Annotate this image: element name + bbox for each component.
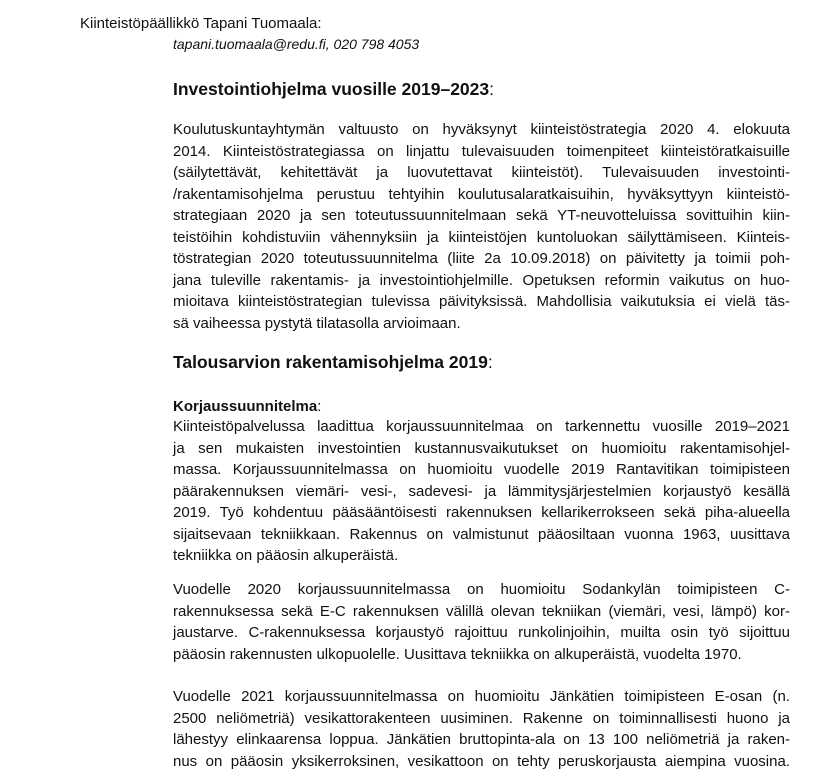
text-line: sä vaiheessa pystytä tilatasolla arvioimaan. — [173, 314, 461, 332]
contact-name-line: Kiinteistöpäällikkö Tapani Tuomaala: — [80, 15, 322, 32]
subheading-repair-plan — [173, 396, 321, 418]
paragraph-repair-2021 — [173, 686, 790, 772]
text-line: sijaitsevaan tekniikkaan. Rakennus on valmistunut pääosiltaan vuonna 1963, uusittava — [173, 525, 790, 543]
text-line: 2500 neliömetriä) vesikattorakenteen uusiminen. Rakenne on toiminnallisesti huono ja — [173, 709, 790, 727]
section-heading-colon: : — [487, 352, 493, 372]
text-line: Vuodelle 2021 korjaussuunnitelmassa on huomioitu Jänkätien toimipisteen E-osan (n. — [173, 688, 790, 705]
text-line: Kiinteistöpalvelussa laadittua korjaussuunnitelmaa on tarkennettu vuosille 2019–2021 — [173, 418, 790, 435]
text-line: 2014. Kiinteistöstrategiassa on linjattu tulevaisuuden toimenpiteet kiinteistöratkaisuille — [173, 142, 790, 160]
text-line: mioitava kiinteistöstrategian tulevissa päivityksissä. Mahdollisia vaikutuksia ei vielä täs- — [173, 293, 790, 310]
section-heading-text: Investointiohjelma vuosille 2019–2023 — [173, 79, 490, 99]
paragraph-strategy — [173, 119, 790, 334]
text-line: massa. Korjaussuunnitelmassa on huomioitu vuodelle 2019 Rantavitikan toimipisteen — [173, 461, 790, 478]
text-line: töstrategian 2020 toteutussuunnitelma (liite 2a 10.09.2018) on päivitetty ja toimii poh- — [173, 250, 790, 267]
text-line: lähestyy elinkaarensa loppua. Jänkätien bruttopinta-ala on 13 100 neliömetriä ja raken- — [173, 731, 790, 748]
section-heading-budget-program — [173, 350, 493, 374]
text-line: ja sen mukaisten investointien kustannusvaikutukset on huomioitu rakentamisohjel- — [173, 439, 790, 457]
paragraph-repair-2019 — [173, 416, 790, 567]
text-line: pääosin rakennusten ulkopuolelle. Uusittava tekniikka on alkuperäistä, vuodelta 1970. — [173, 645, 742, 663]
text-line: Vuodelle 2020 korjaussuunnitelmassa on huomioitu Sodankylän toimipisteen C- — [173, 581, 790, 598]
contact-details-line: tapani.tuomaala@redu.fi, 020 798 4053 — [173, 36, 420, 52]
text-line: jaustarve. C-rakennuksessa korjaustyö rajoittuu runkolinjoihin, muilta osin työ sijoittuu — [173, 624, 790, 641]
text-line: jana tuleville rakentamis- ja investointiohjelmille. Opetuksen reformin vaikutus on huo- — [173, 271, 790, 289]
text-line: tekniikka on pääosin alkuperäistä. — [173, 547, 399, 564]
subheading-colon: : — [317, 398, 322, 415]
section-heading-text: Talousarvion rakentamisohjelma 2019 — [173, 352, 488, 372]
section-heading-colon: : — [489, 79, 494, 99]
text-line: 2019. Työ kohdentuu pääsääntöisesti rakennuksen kellarikerrokseen sekä piha-alueella — [173, 504, 790, 521]
text-line: strategiaan 2020 ja sen toteutussuunnitelmaan sekä YT-neuvotteluissa sovittuihin kiin- — [173, 207, 790, 224]
text-line: nus on pääosin yksikerroksinen, vesikattoon on tehty peruskorjausta aiempina vuosina. — [173, 752, 790, 770]
text-line: teistöihin kohdistuviin vähennyksiin ja kiinteistöjen kuntoluokan säilyttämiseen. Kiinteis- — [173, 228, 790, 246]
section-heading-investment-program — [173, 77, 494, 101]
text-line: Koulutuskuntayhtymän valtuusto on hyväksynyt kiinteistöstrategia 2020 4. elokuuta — [173, 121, 790, 138]
text-line: päärakennuksen viemäri- vesi-, sadevesi- ja lämmitysjärjestelmien korjaustyö kesällä — [173, 482, 790, 500]
text-line: (säilytettävät, kehitettävät ja luovutettavat kiinteistöt). Tulevaisuuden investointi- — [173, 164, 790, 181]
text-line: /rakentamisohjelma perustuu tehtyihin koulutusalaratkaisuihin, hyväksyttyyn kiinteistö- — [173, 185, 790, 203]
text-line: rakennuksessa sekä E-C rakennuksen välillä olevan tekniikan (viemäri, vesi, lämpö) kor- — [173, 602, 790, 620]
paragraph-repair-2020 — [173, 579, 790, 665]
subheading-text: Korjaussuunnitelma — [173, 398, 318, 415]
